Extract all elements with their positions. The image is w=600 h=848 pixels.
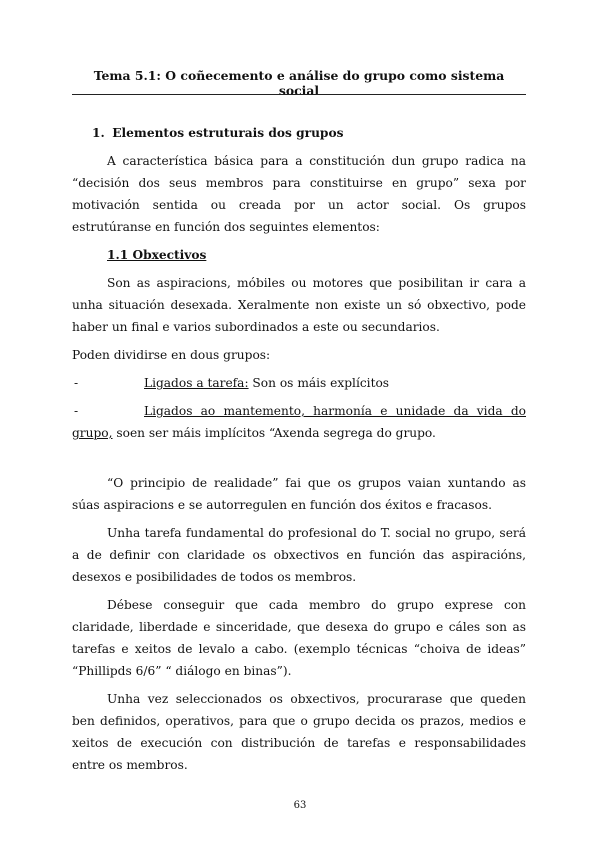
bullet-label: Ligados a tarefa:: [144, 376, 249, 390]
subsection-heading: 1.1 Obxectivos: [107, 248, 207, 262]
section-heading: [92, 122, 526, 144]
social-worker-task-paragraph: Unha tarefa fundamental do profesional do T. social no grupo, será a de definir con claridade os obxectivos en función das aspiracións, desexos e posibilidades de todos os membros.: [72, 526, 526, 584]
bullet-text: Son os máis explícitos: [248, 376, 390, 390]
bullet-dash: -: [74, 404, 79, 418]
reality-principle-paragraph: “O principio de realidade” fai que os grupos vaian xuntando as súas aspiracions e se autorregulen en función dos éxitos e fracasos.: [72, 476, 526, 512]
member-expression-paragraph: Débese conseguir que cada membro do grupo exprese con claridade, liberdade e sinceridade, que desexa do grupo e cáles son as tarefas e xeitos de levalo a cabo. (exemplo técnicas “choiva de ideas” “Phillipds 6/6” “ diálogo en binas”).: [72, 598, 526, 678]
page-header-title: Tema 5.1: O coñecemento e análise do grupo como sistema social: [93, 68, 505, 98]
section-title: Elementos estruturais dos grupos: [112, 126, 344, 140]
bullet-dash: -: [74, 376, 79, 390]
header-divider: [72, 94, 526, 95]
bullet-text: soen ser máis implícitos “Axenda segrega do grupo.: [112, 426, 436, 440]
document-body: [72, 122, 526, 782]
bullet-item: [72, 400, 526, 444]
bullet-item: [72, 372, 526, 394]
objectives-definition-paragraph: Son as aspiracions, móbiles ou motores que posibilitan ir cara a unha situación desexada. Xeralmente non existe un só obxectivo, pode haber un final e varios subordinados a este ou secundarios.: [72, 276, 526, 334]
bullet-label: Ligados ao mantemento, harmonía e unidade da vida do grupo,: [72, 404, 526, 440]
blank-line: [72, 450, 526, 472]
section-intro-paragraph: A característica básica para a constitución dun grupo radica na “decisión dos seus membros para constituirse en grupo” sexa por motivación sentida ou creada por un actor social. Os grupos estrutúranse en función dos seguintes elementos:: [72, 154, 526, 234]
objectives-groups-intro: Poden dividirse en dous grupos:: [72, 348, 271, 362]
section-number: 1.: [92, 126, 105, 140]
page-number: 63: [293, 800, 307, 811]
objectives-selection-paragraph: Unha vez seleccionados os obxectivos, procurarase que queden ben definidos, operativos, para que o grupo decida os prazos, medios e xeitos de execución con distribución de tarefas e responsabilidades entre os membros.: [72, 692, 526, 772]
